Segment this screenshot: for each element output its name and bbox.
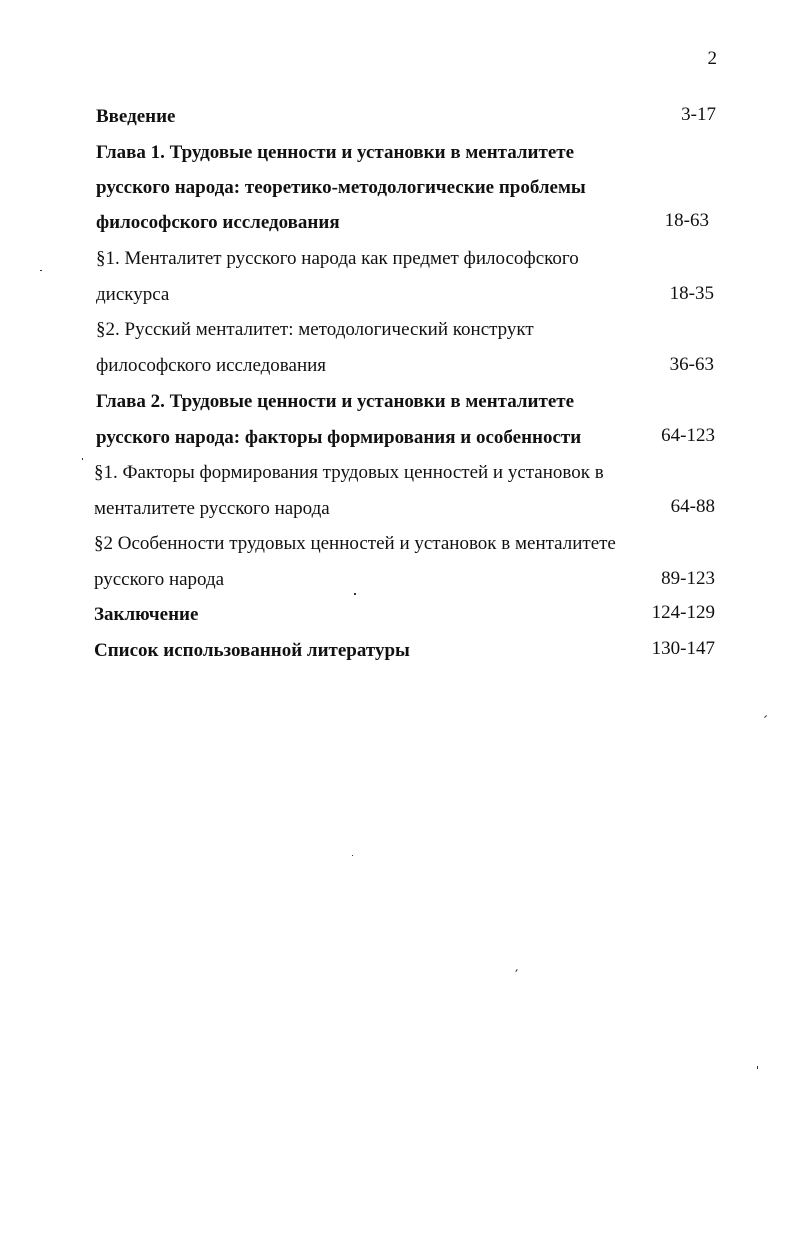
page-number: 2 [707, 48, 717, 69]
toc-bibliography-pages: 130-147 [651, 638, 715, 659]
toc-ch1-sec1-line2: дискурса [96, 284, 170, 305]
toc-ch2-sec2-line2: русского народа [94, 569, 225, 590]
toc-ch1-sec1-pages: 18-35 [669, 283, 714, 304]
toc-ch2-sec1-line2: менталитете русского народа [94, 498, 330, 519]
toc-chapter1-line1: Глава 1. Трудовые ценности и установки в менталитете [96, 142, 575, 163]
scan-speck [40, 270, 42, 271]
toc-chapter1-line3: философского исследования [96, 212, 340, 233]
toc-conclusion-title: Заключение [94, 604, 199, 625]
toc-chapter2-line1: Глава 2. Трудовые ценности и установки в менталитете [96, 391, 575, 412]
toc-intro-title: Введение [96, 106, 176, 127]
toc-ch1-sec2-pages: 36-63 [669, 354, 714, 375]
toc-ch2-sec2-line1: §2 Особенности трудовых ценностей и установок в менталитете [94, 533, 616, 554]
toc-ch1-sec2-line2: философского исследования [96, 355, 327, 376]
toc-ch1-sec2-line1: §2. Русский мeнталитет: методологический конструкт [96, 319, 534, 340]
toc-conclusion-pages: 124-129 [651, 602, 715, 623]
scan-speck [82, 458, 83, 460]
toc-bibliography-title: Список использованной литературы [94, 640, 410, 661]
scan-speck [515, 969, 517, 972]
scan-speck [757, 1066, 758, 1069]
toc-chapter1-line2: русского народа: теоретико-методологические проблемы [96, 177, 586, 198]
toc-chapter2-pages: 64-123 [661, 425, 715, 446]
scan-speck [764, 715, 767, 718]
toc-ch2-sec1-line1: §1. Факторы формирования трудовых ценностей и установок в [94, 462, 604, 483]
toc-ch2-sec1-pages: 64-88 [670, 496, 715, 517]
scan-speck [352, 855, 353, 856]
scan-speck [354, 593, 356, 595]
toc-intro-pages: 3-17 [681, 104, 716, 125]
toc-ch1-sec1-line1: §1. Менталитет русского народа как предмет философского [96, 248, 579, 269]
toc-ch2-sec2-pages: 89-123 [661, 568, 715, 589]
toc-chapter1-pages: 18-63 [664, 210, 709, 231]
toc-chapter2-line2: русского народа: факторы формирования и особенности [96, 427, 582, 448]
